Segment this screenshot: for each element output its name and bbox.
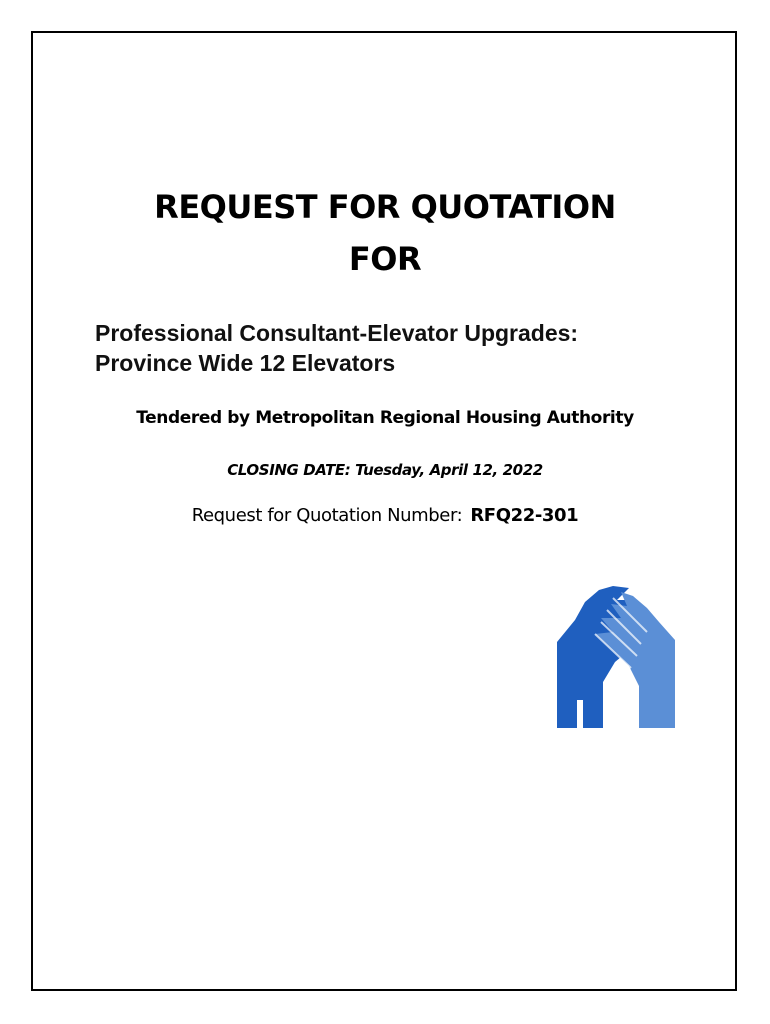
rfq-number-value: RFQ22-301 [470,505,579,526]
document-title: REQUEST FOR QUOTATION [154,188,616,226]
project-title-line-2: Province Wide 12 Elevators [95,350,396,376]
tendered-by: Tendered by Metropolitan Regional Housing Authority [136,408,634,428]
door-opening [603,674,627,728]
project-title [95,318,578,378]
rfq-number-label: Request for Quotation Number: [191,505,463,526]
closing-date: CLOSING DATE: Tuesday, April 12, 2022 [227,461,543,479]
project-title-line-1: Professional Consultant-Elevator Upgrades: [95,320,579,346]
clasped-hands-house-logo [555,582,677,732]
document-title-for: FOR [348,240,422,278]
rfq-number-line [0,505,770,526]
